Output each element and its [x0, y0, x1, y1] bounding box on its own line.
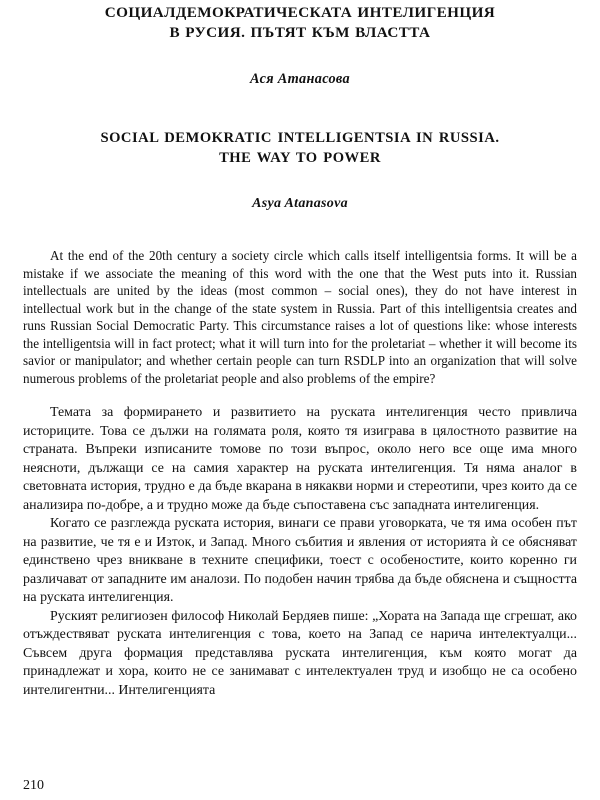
page-title-bulgarian-line2: В РУСИЯ. ПЪТЯТ КЪМ ВЛАСТТА — [169, 23, 431, 41]
page-title-bulgarian — [23, 0, 577, 42]
body-paragraph-1: Темата за формирането и развитието на руската интелигенция често привлича историците. Това се дължи на голямата роля, която тя изиграва в цялостното развитие на страната. Въпреки изписаните томове по този въпрос, около него все още има много неясноти, дължащи се на самия характер на руската интелигенция. Тя няма аналог в световната история, трудно е да бъде вкарана в някакви норми и стереотипи, чрез които да се анализира по-добре, а и трудно може да бъде съпоставена със западната интелигенция. — [23, 405, 577, 513]
page-title-english-line1: SOCIAL DEMOKRATIC INTELLIGENTSIA IN RUSSIA. — [100, 130, 500, 146]
page-title-bulgarian-line1: СОЦИАЛДЕМОКРАТИЧЕСКАТА ИНТЕЛИГЕНЦИЯ — [104, 4, 496, 21]
page-title-english-line2: THE WAY TO POWER — [219, 150, 381, 166]
author-name-english: Asya Atanasova — [252, 196, 348, 211]
page-number: 210 — [23, 778, 44, 793]
body-paragraph-2: Когато се разглежда руската история, винаги се прави уговорката, че тя има особен път на развитие, че тя е и Изток, и Запад. Много събития и явления от историята ѝ се обясняват единствено чрез вникване в техните специфики, тоест с особеностите, които коренно ги различават от западните им аналози. По подобен начин трябва да бъде обяснена и същността на руската интелигенция. — [23, 516, 577, 605]
body-paragraph-3: Руският религиозен философ Николай Бердяев пише: „Хората на Запада ще сгрешат, ако отъждествяват руската интелигенция с това, което на Запад се нарича интелектуалци... Съвсем друга формация представлява руската интелигенция, към която могат да принадлежат и хора, които не се занимават с интелектуален труд и изобщо не са особено интелигентни... Интелигенцията — [23, 608, 577, 698]
page-title-english — [23, 128, 577, 168]
author-name-bulgarian: Ася Атанасова — [250, 71, 350, 87]
abstract-paragraph-english: At the end of the 20th century a society circle which calls itself intelligentsia forms. It will be a mistake if we associate the meaning of this word with the one that the West puts into it. Russian intellectuals are united by the ideas (most common – social ones), they do not have interest in intellectual work but in the change of the state system in Russia. Part of this intelligentsia creates and runs Russian Social Democratic Party. This circumstance raises a lot of questions like: whose interests the intelligentsia will in fact protect; what it will turn into for the proletariat – whether it will become its savior or manipulator; and whether certain people can turn RSDLP into an organization that will solve numerous problems of the proletariat people and also problems of the empire? — [23, 248, 577, 386]
